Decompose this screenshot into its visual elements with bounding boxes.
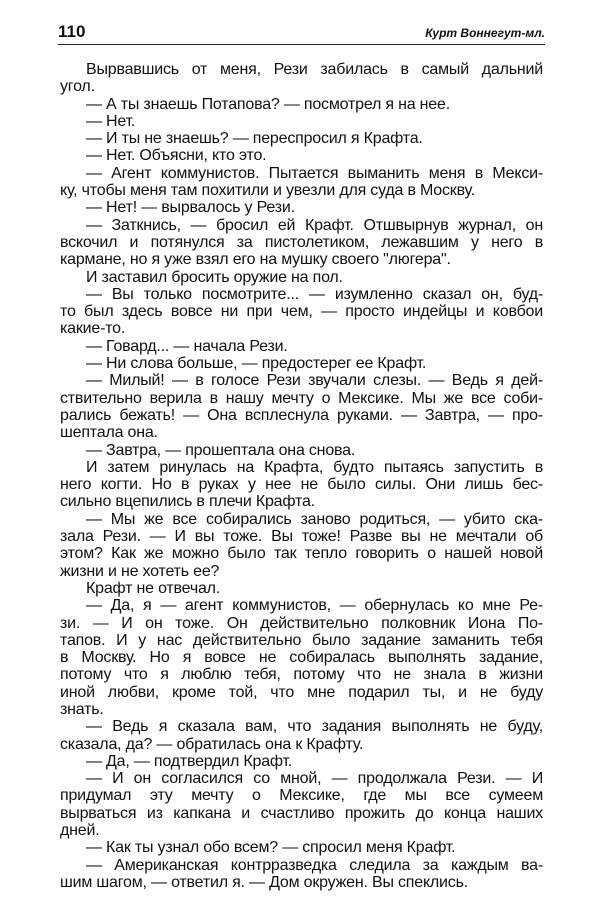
text-line: — Да, — подтвердил Крафт. bbox=[86, 752, 293, 770]
body-text bbox=[60, 61, 543, 891]
text-line: — И ты не знаешь? — переспросил я Крафта. bbox=[86, 130, 423, 148]
text-line: — Милый! — в голосе Рези звучали слезы. — Ведь я дей- bbox=[86, 372, 543, 390]
text-line: — Завтра, — прошептала она снова. bbox=[86, 441, 356, 459]
text-line: иной любви, кроме той, что мне подарил ты, и не буду bbox=[60, 683, 543, 701]
text-line: Крафт не отвечал. bbox=[86, 579, 221, 597]
text-line: ку, чтобы меня там похитили и увезли для суда в Москву. bbox=[60, 182, 476, 200]
text-line: — Вы только посмотрите... — изумленно сказал он, буд- bbox=[86, 285, 543, 303]
text-line: — Нет! — вырвалось у Рези. bbox=[86, 199, 295, 217]
text-line: — Нет. Объясни, кто это. bbox=[86, 147, 267, 165]
text-line: вырваться из капкана и счастливо прожить до конца наших bbox=[60, 804, 543, 822]
text-line: — И он согласился со мной, — продолжала Рези. — И bbox=[86, 770, 543, 788]
text-line: дней. bbox=[60, 822, 100, 840]
text-line: знать. bbox=[60, 700, 104, 718]
text-line: ствительно верила в нашу мечту о Мексике. Мы же все соби- bbox=[60, 389, 543, 407]
text-line: шим шагом, — ответил я. — Дом окружен. Вы спеклись. bbox=[60, 873, 468, 891]
text-line: — Нет. bbox=[86, 112, 136, 130]
text-line: угол. bbox=[60, 78, 95, 96]
text-line: придумал эту мечту о Мексике, где мы все сумеем bbox=[60, 787, 543, 805]
text-line: — Как ты узнал обо всем? — спросил меня Крафт. bbox=[86, 839, 456, 857]
running-head-author: Курт Воннегут-мл. bbox=[425, 26, 545, 40]
text-line: рались бежать! — Она всплеснула руками. — Завтра, — про- bbox=[60, 406, 543, 424]
text-line: тапов. И у нас действительно было задание заманить тебя bbox=[60, 631, 543, 649]
text-line: — Заткнись, — бросил ей Крафт. Отшвырнув журнал, он bbox=[86, 216, 543, 234]
text-line: — А ты знаешь Потапова? — посмотрел я на нее. bbox=[86, 95, 450, 113]
text-line: потому что я люблю тебя, потому что не знала в жизни bbox=[60, 666, 543, 684]
running-header bbox=[58, 22, 545, 45]
text-line: — Да, я — агент коммунистов, — обернулась ко мне Ре- bbox=[86, 597, 543, 615]
text-line: жизни и не хотеть ее? bbox=[60, 562, 220, 580]
text-line: вскочил и потянулся за пистолетиком, лежавшим у него в bbox=[60, 233, 543, 251]
text-line: — Ведь я сказала вам, что задания выполнять не буду, bbox=[86, 718, 543, 736]
text-line: — Ни слова больше, — предостерег ее Крафт. bbox=[86, 355, 427, 373]
text-line: — Агент коммунистов. Пытается выманить меня в Мекси- bbox=[86, 164, 543, 182]
text-line: какие-то. bbox=[60, 320, 126, 338]
text-line: И затем ринулась на Крафта, будто пытаясь запустить в bbox=[86, 458, 543, 476]
text-line: зи. — И он тоже. Он действительно полковник Иона По- bbox=[60, 614, 543, 632]
text-line: — Говард... — начала Рези. bbox=[86, 337, 288, 355]
text-line: в Москву. Но я вовсе не собиралась выполнять задание, bbox=[60, 649, 543, 667]
text-line: сильно вцепились в плечи Крафта. bbox=[60, 493, 315, 511]
text-line: то был здесь вовсе ни при чем, — просто индейцы и ковбои bbox=[60, 303, 543, 321]
text-line: — Мы же все собирались заново родиться, — убито ска- bbox=[86, 510, 543, 528]
page-number: 110 bbox=[58, 22, 86, 41]
text-line: — Американская контрразведка следила за каждым ва- bbox=[86, 856, 543, 874]
text-line: кармане, но я уже взял его на мушку своего "люгера". bbox=[60, 251, 451, 269]
text-line: И заставил бросить оружие на пол. bbox=[86, 268, 343, 286]
text-line: него когти. Но в руках у нее не было силы. Они лишь бес- bbox=[60, 476, 543, 494]
text-line: шептала она. bbox=[60, 424, 158, 442]
text-line: сказала, да? — обратилась она к Крафту. bbox=[60, 735, 364, 753]
text-line: этом? Как же можно было так тепло говорить о нашей новой bbox=[60, 545, 543, 563]
text-line: зала Рези. — И вы тоже. Вы тоже! Разве вы не мечтали об bbox=[60, 528, 543, 546]
text-line: Вырвавшись от меня, Рези забилась в самый дальний bbox=[86, 61, 543, 78]
